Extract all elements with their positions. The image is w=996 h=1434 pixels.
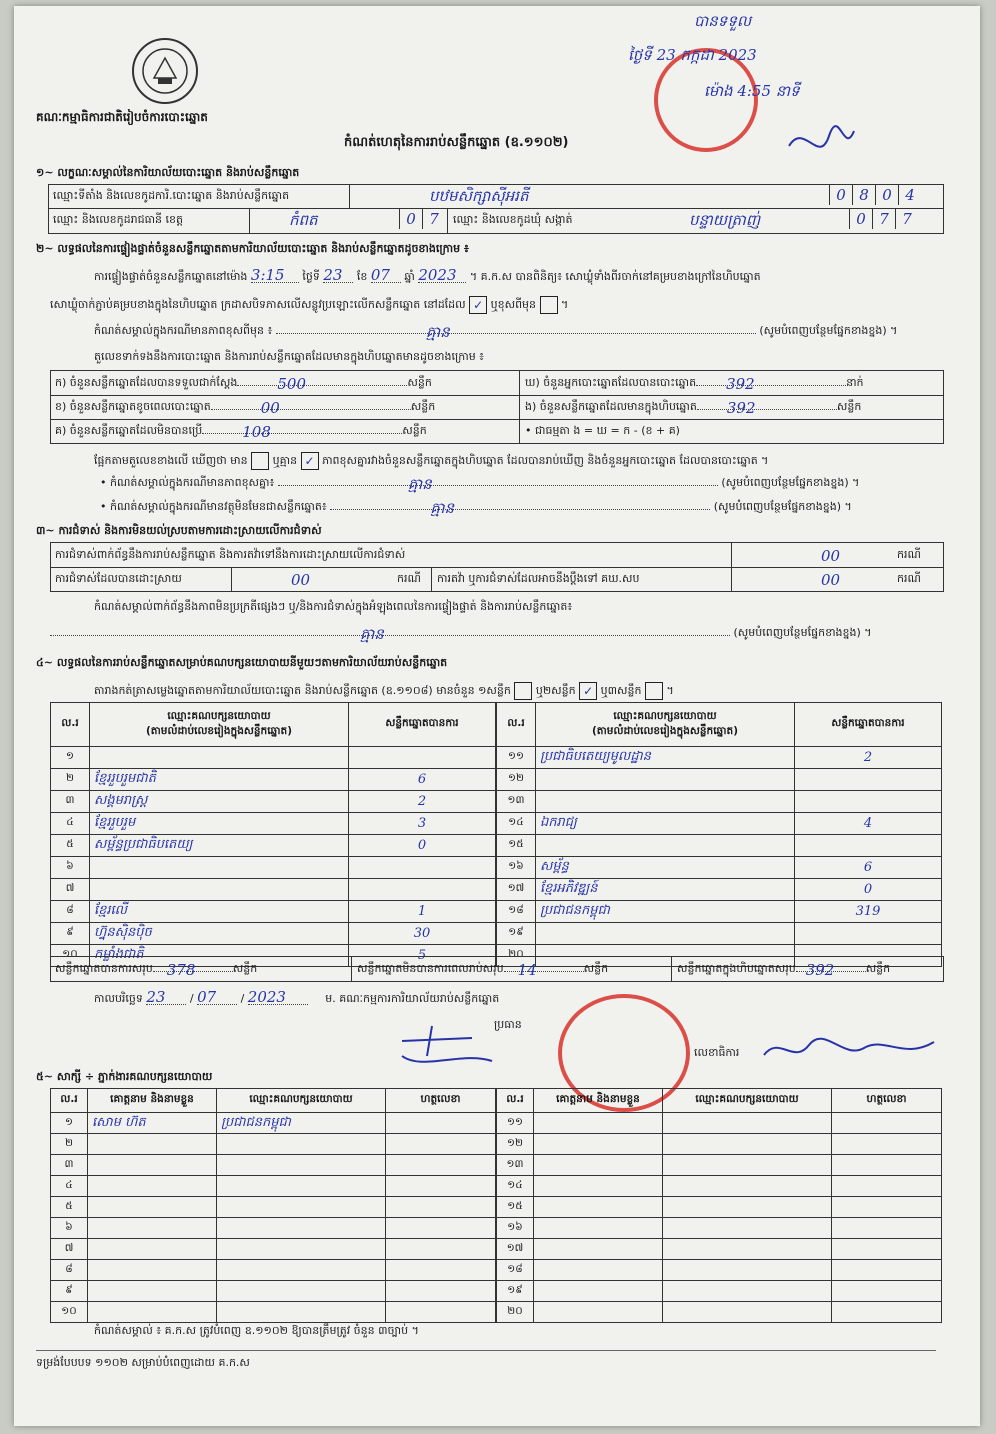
- witness-signature: [832, 1176, 942, 1197]
- witness-row: [497, 1155, 942, 1176]
- party-name: សង្គមរាស្ត្រ: [90, 791, 349, 813]
- witness-party: [663, 1281, 832, 1302]
- section5-heading: ៥~ សាក្សី ÷ ភ្នាក់ងារគណបក្សនយោបាយ: [36, 1070, 213, 1083]
- party-name: ហ្វ៊ុនស៊ិនប៉ិច: [90, 923, 349, 945]
- result-row: [51, 879, 496, 901]
- objections-table: ការជំទាស់ពាក់ព័ន្ធនឹងការរាប់សន្លឹកឆ្នោត និងការតវ៉ាទៅនឹងការដោះស្រាយលើការជំទាស់ 00 ករណី ការជំទាស់ដែលបានដោះស្រាយ 00 ករណី ការតវ៉ា ឬការជំទាស់ដែលអាចនឹងប្តឹងទៅ គឃ.សប 00 ករណី: [50, 542, 944, 592]
- row-number: ៩: [51, 923, 90, 945]
- witness-party: [663, 1260, 832, 1281]
- witness-signature: [832, 1113, 942, 1134]
- party-name: ខ្មែរលើ: [90, 901, 349, 923]
- form-code: ទម្រង់បែបបទ ១១០២ សម្រាប់បំពេញដោយ គ.ក.ស: [36, 1356, 250, 1369]
- province-code: 0 7: [399, 209, 445, 229]
- row-number: ១៦: [497, 1218, 534, 1239]
- verify-line: ការផ្ទៀងផ្ទាត់ចំនួនសន្លឹកឆ្នោតនៅម៉ោង 3:15 ថ្ងៃទី 23 ខែ 07 ឆ្នាំ 2023 ។ គ.ក.ស បានពិនិត្យ៖ សោឃ្លុំទាំងពីរចាក់នៅគម្របខាងក្រៅនៃហិបឆ្នោត: [94, 266, 761, 284]
- valid-votes: 2: [795, 747, 942, 769]
- section1-heading: ១~ លក្ខណៈសម្គាល់នៃការិយាល័យបោះឆ្នោត និងរាប់សន្លឹកឆ្នោត: [36, 166, 300, 179]
- party-name: ខ្មែរអភិវឌ្ឍន៍: [536, 879, 795, 901]
- witness-name: [88, 1134, 217, 1155]
- witness-name: [534, 1239, 663, 1260]
- row-number: ៦: [51, 1218, 88, 1239]
- valid-votes: 3: [349, 813, 496, 835]
- tally-intro: តារាងកត់ត្រាសម្លេងឆ្នោតតាមការិយាល័យបោះឆ្នោត និងរាប់សន្លឹកឆ្នោត (ឧ.១១០៨) មានចំនួន ១សន្លឹក ឬ២សន្លឹក ✓ ឬ៣សន្លឹក ។: [94, 684, 674, 698]
- row-number: ១៨: [497, 1260, 534, 1281]
- witness-row: [497, 1302, 942, 1323]
- chair-signature: [392, 1016, 502, 1076]
- totals-row: សន្លឹកឆ្នោតបានការសរុប 378 សន្លឹក សន្លឹកឆ្នោតមិនបានការពេលរាប់សរុប 14 សន្លឹក សន្លឹកឆ្នោតក្នុងហិបឆ្នោតសរុប 392 សន្លឹក: [50, 956, 944, 982]
- org-name: គណៈកម្មាធិការជាតិរៀបចំការបោះឆ្នោត: [36, 110, 208, 124]
- footer-note: កំណត់សម្គាល់ ៖ គ.ក.ស ត្រូវបំពេញ ឧ.១១០២ ឱ្យបានត្រឹមត្រូវ ចំនួន ៣ច្បាប់ ។: [94, 1324, 419, 1337]
- witness-row: [497, 1281, 942, 1302]
- witness-signature: [832, 1260, 942, 1281]
- witness-signature: [832, 1281, 942, 1302]
- receipt-line3: ម៉ោង 4:55 នាទី: [704, 82, 800, 100]
- result-row: [497, 901, 942, 923]
- receipt-signature: [784, 116, 864, 176]
- row-number: ៨: [51, 1260, 88, 1281]
- row-number: ៥: [51, 835, 90, 857]
- witness-signature: [386, 1218, 496, 1239]
- witness-party: ប្រជាជនកម្ពុជា: [217, 1113, 386, 1134]
- witness-row: [51, 1134, 496, 1155]
- party-name: ខ្មែររួបរួម: [90, 813, 349, 835]
- party-name: [90, 879, 349, 901]
- witness-row: [497, 1197, 942, 1218]
- witness-party: [217, 1155, 386, 1176]
- row-number: ៧: [51, 879, 90, 901]
- row-number: ២: [51, 1134, 88, 1155]
- location-value: បឋមសិក្សាស៊ីអរតី: [429, 187, 529, 205]
- witness-signature: [386, 1260, 496, 1281]
- secretary-signature: [754, 1030, 944, 1070]
- difference-line: ផ្អែកតាមតួលេខខាងលើ ឃើញថា មាន ឬគ្មាន ✓ ភាពខុសគ្នារវាងចំនួនសន្លឹកឆ្នោតក្នុងហិបឆ្នោត ដែលបានរាប់ឃើញ និងចំនួនអ្នកបោះឆ្នោត ដែលបានបោះឆ្នោត ។: [94, 454, 769, 468]
- row-number: ២០: [497, 1302, 534, 1323]
- result-row: [51, 923, 496, 945]
- witness-name: [88, 1197, 217, 1218]
- figures-table: ក) ចំនួនសន្លឹកឆ្នោតដែលបានទទួលជាក់ស្តែង 500 សន្លឹក ខ) ចំនួនសន្លឹកឆ្នោតខូចពេលបោះឆ្នោត 00 សន្លឹក គ) ចំនួនសន្លឹកឆ្នោតដែលមិនបានប្រើ 108 សន្លឹក ឃ) ចំនួនអ្នកបោះឆ្នោតដែលបានបោះឆ្នោត 392 នាក់ ង) ចំនួនសន្លឹកឆ្នោតដែលមានក្នុងហិបឆ្នោត 392 សន្លឹក • ជាធម្មតា ង = ឃ = ក - (ខ + គ): [50, 370, 944, 444]
- witness-name: [534, 1113, 663, 1134]
- row-number: ១២: [497, 769, 536, 791]
- witness-row: [51, 1218, 496, 1239]
- row-number: ១២: [497, 1134, 534, 1155]
- witness-party: [217, 1218, 386, 1239]
- location-label: ឈ្មោះទីតាំង និងលេខកូដការិ.បោះឆ្នោត និងរាប់សន្លឹកឆ្នោត: [53, 189, 290, 202]
- party-name: [90, 747, 349, 769]
- witness-row: [51, 1239, 496, 1260]
- witness-name: [534, 1302, 663, 1323]
- section3-heading: ៣~ ការជំទាស់ និងការមិនយល់ស្របតាមការដោះស្រាយលើការជំទាស់: [36, 524, 322, 537]
- witness-signature: [832, 1239, 942, 1260]
- witness-party: [217, 1239, 386, 1260]
- party-name: ខ្មែររួបរួមជាតិ: [90, 769, 349, 791]
- row-number: ១៥: [497, 1197, 534, 1218]
- valid-votes: 4: [795, 813, 942, 835]
- row-number: ១៣: [497, 791, 536, 813]
- witness-row: [51, 1197, 496, 1218]
- party-name: [536, 791, 795, 813]
- party-name: ឯករាជ្យ: [536, 813, 795, 835]
- witness-party: [663, 1197, 832, 1218]
- party-name: សម្ព័ន្ធ: [536, 857, 795, 879]
- row-number: ១៤: [497, 1176, 534, 1197]
- two-sheet-checkbox[interactable]: ✓: [579, 682, 597, 700]
- row-number: ៣: [51, 791, 90, 813]
- witness-name: [534, 1197, 663, 1218]
- result-row: [51, 857, 496, 879]
- witness-signature: [386, 1134, 496, 1155]
- witness-party: [663, 1113, 832, 1134]
- result-row: [51, 901, 496, 923]
- province-label: ឈ្មោះ និងលេខកូដរាជធានី ខេត្ត: [53, 213, 183, 226]
- row-number: ៣: [51, 1155, 88, 1176]
- party-name: ប្រជាធិបតេយ្យមូលដ្ឋាន: [536, 747, 795, 769]
- valid-votes: [795, 923, 942, 945]
- witness-name: [88, 1239, 217, 1260]
- row-number: ៥: [51, 1197, 88, 1218]
- row-number: ១៧: [497, 879, 536, 901]
- sign-date: កាលបរិច្ឆេទ 23 / 07 / 2023 ម. គណៈកម្មការការិយាល័យរាប់សន្លឹកឆ្នោត: [94, 988, 500, 1006]
- receipt-line1: បានទទួល: [694, 12, 752, 30]
- witness-row: [497, 1176, 942, 1197]
- no-difference-checkbox[interactable]: ✓: [301, 452, 319, 470]
- witness-party: [217, 1260, 386, 1281]
- seal-line: សោឃ្លុំចាក់ភ្ជាប់គម្របខាងក្នុងនៃហិបឆ្នោត ក្រដាសបិទភាសលើសន្លូវប្រឡោះលើកសន្លឹកឆ្នោត នៅដដែល ✓ ឬខុសពីមុន ។: [50, 298, 569, 312]
- witness-signature: [832, 1155, 942, 1176]
- row-number: ៤: [51, 1176, 88, 1197]
- result-row: [497, 835, 942, 857]
- witness-row: [51, 1155, 496, 1176]
- witness-signature: [386, 1155, 496, 1176]
- valid-votes: 6: [349, 769, 496, 791]
- witness-party: [663, 1176, 832, 1197]
- witness-name: [534, 1134, 663, 1155]
- witness-party: [663, 1134, 832, 1155]
- witness-signature: [832, 1134, 942, 1155]
- row-number: ៧: [51, 1239, 88, 1260]
- row-number: ១១: [497, 747, 536, 769]
- witness-name: [534, 1260, 663, 1281]
- row-number: ១១: [497, 1113, 534, 1134]
- section4-heading: ៤~ លទ្ធផលនៃការរាប់សន្លឹកឆ្នោតសម្រាប់គណបក្សនយោបាយនីមួយៗតាមការិយាល័យរាប់សន្លឹកឆ្នោត: [36, 656, 448, 669]
- witness-name: [534, 1281, 663, 1302]
- commune-value: បន្ទាយត្រាញ់: [689, 211, 761, 229]
- row-number: ១០: [51, 1302, 88, 1323]
- result-row: [51, 835, 496, 857]
- valid-votes: [795, 791, 942, 813]
- has-difference-checkbox[interactable]: [251, 452, 269, 470]
- witness-signature: [832, 1197, 942, 1218]
- row-number: ២: [51, 769, 90, 791]
- results-table-left: ល.រ ឈ្មោះគណបក្សនយោបាយ (តាមលំដាប់លេខរៀងក្នុងសន្លឹកឆ្នោត) សន្លឹកឆ្នោតបានការ ១ ២ ខ្មែររួបរួមជាតិ 6 ៣ សង្គមរាស្ត្រ 2 ៤ ខ្មែររួបរួម 3 ៥ សម្ព័ន្ធប្រជាធិបតេយ្យ 0 ៦ ៧ ៨ ខ្មែរលើ 1 ៩ ហ្វ៊ុនស៊ិនប៉ិច 30 ១០ កម្លាំងជាតិ 5: [50, 702, 496, 967]
- result-row: [497, 879, 942, 901]
- row-number: ៤: [51, 813, 90, 835]
- witness-name: [534, 1218, 663, 1239]
- result-row: [497, 747, 942, 769]
- row-number: ១៤: [497, 813, 536, 835]
- form-sheet: [14, 6, 980, 1426]
- witness-signature: [832, 1218, 942, 1239]
- witness-row: [51, 1260, 496, 1281]
- result-row: [497, 813, 942, 835]
- chair-label: ប្រធាន: [494, 1018, 522, 1031]
- row-number: ២០: [497, 945, 536, 967]
- row-number: ១០: [51, 945, 90, 967]
- witness-party: [663, 1218, 832, 1239]
- witness-party: [217, 1302, 386, 1323]
- witness-signature: [386, 1197, 496, 1218]
- witness-name: [88, 1155, 217, 1176]
- witness-row: [497, 1260, 942, 1281]
- location-table: [48, 184, 944, 234]
- change-note: កំណត់សម្គាល់ក្នុងករណីមានភាពខុសពីមុន ៖ គ្មាន (សូមបំពេញបន្ថែមផ្នែកខាងខ្នង) ។: [94, 323, 898, 341]
- witness-name: [534, 1176, 663, 1197]
- section2-heading: ២~ លទ្ធផលនៃការផ្ទៀងផ្ទាត់ចំនួនសន្លឹកឆ្នោតតាមការិយាល័យបោះឆ្នោត និងរាប់សន្លឹកឆ្នោតដូចខាងក្រោម ៖: [36, 242, 469, 255]
- witness-row: [497, 1218, 942, 1239]
- valid-votes: 319: [795, 901, 942, 923]
- valid-votes: [349, 747, 496, 769]
- witness-row: [51, 1302, 496, 1323]
- valid-votes: 6: [795, 857, 942, 879]
- witness-row: [51, 1113, 496, 1134]
- row-number: ៨: [51, 901, 90, 923]
- party-name: ប្រជាជនកម្ពុជា: [536, 901, 795, 923]
- witness-party: [663, 1239, 832, 1260]
- valid-votes: 30: [349, 923, 496, 945]
- valid-votes: [795, 835, 942, 857]
- valid-votes: 0: [349, 835, 496, 857]
- witness-row: [497, 1113, 942, 1134]
- row-number: ១: [51, 1113, 88, 1134]
- bullet-foreign-object: • កំណត់សម្គាល់ក្នុងករណីមានវត្ថុមិនមែនជាសន្លឹកឆ្នោត៖ គ្មាន (សូមបំពេញបន្ថែមផ្នែកខាងខ្នង) ។: [100, 499, 852, 517]
- row-number: ១៦: [497, 857, 536, 879]
- bullet-difference: • កំណត់សម្គាល់ក្នុងករណីមានភាពខុសគ្នា៖ គ្មាន (សូមបំពេញបន្ថែមផ្នែកខាងខ្នង) ។: [100, 475, 860, 493]
- commune-code: 0 7 7: [849, 209, 918, 229]
- result-row: [51, 769, 496, 791]
- valid-votes: 0: [795, 879, 942, 901]
- result-row: [51, 791, 496, 813]
- row-number: ១៥: [497, 835, 536, 857]
- party-name: [536, 923, 795, 945]
- witness-table-right: ល.រ គោត្តនាម និងនាមខ្លួន ឈ្មោះគណបក្សនយោបាយ ហត្ថលេខា ១១ ១២ ១៣ ១៤ ១៥ ១៦ ១៧ ១៨ ១៩ ២០: [496, 1088, 942, 1323]
- row-number: ៩: [51, 1281, 88, 1302]
- changed-checkbox[interactable]: [540, 296, 558, 314]
- party-name: [90, 857, 349, 879]
- figures-intro: តួលេខទាក់ទងនឹងការបោះឆ្នោត និងការរាប់សន្លឹកឆ្នោតដែលមានក្នុងហិបឆ្នោតមានដូចខាងក្រោម ៖: [94, 350, 485, 363]
- irregularity-note: កំណត់សម្គាល់ពាក់ព័ន្ធនឹងភាពមិនប្រក្រតីផ្សេងៗ ឬ/និងការជំទាស់ក្នុងអំឡុងពេលនៃការផ្ទៀងផ្ទាត់ និងការរាប់សន្លឹកឆ្នោត៖: [94, 600, 573, 613]
- form-title: កំណត់ហេតុនៃការរាប់សន្លឹកឆ្នោត (ឧ.១១០២): [344, 135, 569, 150]
- row-number: ១៣: [497, 1155, 534, 1176]
- witness-signature: [832, 1302, 942, 1323]
- witness-row: [51, 1281, 496, 1302]
- witness-signature: [386, 1176, 496, 1197]
- one-sheet-checkbox[interactable]: [514, 682, 532, 700]
- commune-label: ឈ្មោះ និងលេខកូដឃុំ សង្កាត់: [453, 213, 573, 226]
- valid-votes: [349, 879, 496, 901]
- result-row: [497, 923, 942, 945]
- witness-party: [663, 1302, 832, 1323]
- witness-party: [217, 1197, 386, 1218]
- results-table-right: ល.រ ឈ្មោះគណបក្សនយោបាយ (តាមលំដាប់លេខរៀងក្នុងសន្លឹកឆ្នោត) សន្លឹកឆ្នោតបានការ ១១ ប្រជាធិបតេយ្យមូលដ្ឋាន 2 ១២ ១៣ ១៤ ឯករាជ្យ 4 ១៥ ១៦ សម្ព័ន្ធ 6 ១៧ ខ្មែរអភិវឌ្ឍន៍ 0 ១៨ ប្រជាជនកម្ពុជា 319 ១៩ ២០: [496, 702, 942, 967]
- witness-name: [88, 1176, 217, 1197]
- result-row: [51, 747, 496, 769]
- witness-party: [663, 1155, 832, 1176]
- result-row: [497, 769, 942, 791]
- valid-votes: 5: [349, 945, 496, 967]
- result-row: [51, 813, 496, 835]
- witness-name: [88, 1260, 217, 1281]
- witness-party: [217, 1134, 386, 1155]
- witness-row: [497, 1134, 942, 1155]
- row-number: ១: [51, 747, 90, 769]
- valid-votes: [349, 857, 496, 879]
- party-name: [536, 769, 795, 791]
- witness-signature: [386, 1302, 496, 1323]
- receipt-line2: ថ្ងៃទី 23 កក្កដា 2023: [628, 46, 757, 64]
- row-number: ១៧: [497, 1239, 534, 1260]
- party-name: [536, 835, 795, 857]
- witness-signature: [386, 1239, 496, 1260]
- province-value: កំពត: [289, 211, 318, 229]
- witness-party: [217, 1281, 386, 1302]
- witness-table-left: ល.រ គោត្តនាម និងនាមខ្លួន ឈ្មោះគណបក្សនយោបាយ ហត្ថលេខា ១ សោម ហ៊ត ប្រជាជនកម្ពុជា ២ ៣ ៤ ៥ ៦ ៧ ៨ ៩ ១០: [50, 1088, 496, 1323]
- party-name: កម្លាំងជាតិ: [90, 945, 349, 967]
- witness-row: [497, 1239, 942, 1260]
- irregularity-line: គ្មាន (សូមបំពេញបន្ថែមផ្នែកខាងខ្នង) ។: [50, 626, 872, 640]
- row-number: ៦: [51, 857, 90, 879]
- nec-logo: [132, 38, 198, 104]
- valid-votes: 2: [349, 791, 496, 813]
- row-number: ១៩: [497, 923, 536, 945]
- witness-party: [217, 1176, 386, 1197]
- witness-name: [88, 1302, 217, 1323]
- row-number: ១៨: [497, 901, 536, 923]
- row-number: ១៩: [497, 1281, 534, 1302]
- witness-signature: [386, 1113, 496, 1134]
- witness-name: [534, 1155, 663, 1176]
- result-row: [497, 857, 942, 879]
- valid-votes: 1: [349, 901, 496, 923]
- witness-name: [88, 1218, 217, 1239]
- location-code: 0 8 0 4: [829, 185, 921, 208]
- witness-name: សោម ហ៊ត: [88, 1113, 217, 1134]
- witness-row: [51, 1176, 496, 1197]
- valid-votes: [795, 769, 942, 791]
- three-sheet-checkbox[interactable]: [645, 682, 663, 700]
- result-row: [497, 791, 942, 813]
- party-name: សម្ព័ន្ធប្រជាធិបតេយ្យ: [90, 835, 349, 857]
- unchanged-checkbox[interactable]: ✓: [469, 296, 487, 314]
- secretary-label: លេខាធិការ: [694, 1046, 740, 1059]
- witness-signature: [386, 1281, 496, 1302]
- witness-name: [88, 1281, 217, 1302]
